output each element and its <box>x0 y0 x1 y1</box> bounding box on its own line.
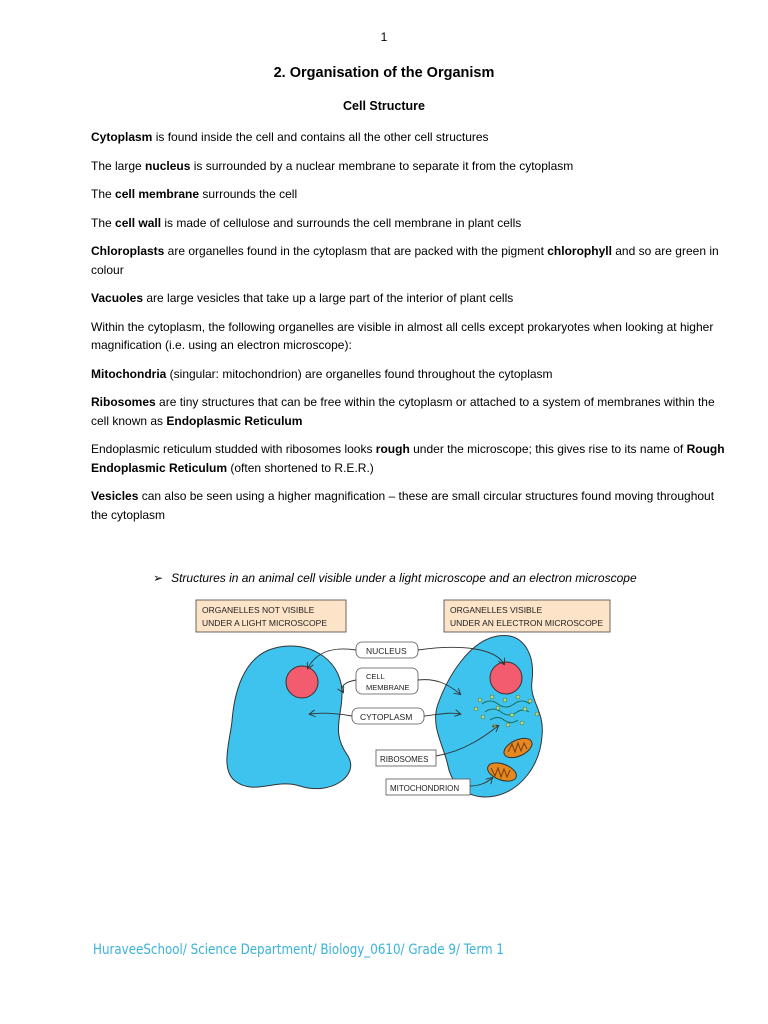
light-box-line2: UNDER A LIGHT MICROSCOPE <box>202 618 328 628</box>
text-run: can also be seen using a higher magnification – these are small circular structures found moving throughout the cytoplasm <box>91 489 715 522</box>
text-run: (singular: mitochondrion) are organelles found throughout the cytoplasm <box>166 366 553 381</box>
paragraph <box>91 487 731 524</box>
text-run: The <box>91 187 116 201</box>
light-box-line1: ORGANELLES NOT VISIBLE <box>202 605 315 615</box>
text-run: and so are green in colour <box>91 244 719 277</box>
text-run: are tiny structures that can be free within the cytoplasm or attached to a system of membranes within the cell known as <box>91 395 715 428</box>
right-nucleus <box>490 662 522 694</box>
arrow-bullet-icon: ➢ <box>153 571 164 585</box>
bold-term: nucleus <box>145 158 191 173</box>
bold-term: chlorophyll <box>547 244 612 258</box>
bold-term: Cytoplasm <box>91 130 153 144</box>
text-run: Within the cytoplasm, the following organelles are visible in almost all cells except prokaryotes when looking at higher magnification (i.e. using an electron microscope): <box>91 319 714 352</box>
text-run: is found inside the cell and contains all the other cell structures <box>152 130 489 144</box>
bold-term: rough <box>375 442 410 456</box>
text-run: are organelles found in the cytoplasm that are packed with the pigment <box>164 244 548 258</box>
paragraph <box>91 365 731 384</box>
text-run: are large vesicles that take up a large part of the interior of plant cells <box>143 291 514 305</box>
bold-term: cell membrane <box>115 187 200 201</box>
paragraph <box>91 440 731 477</box>
paragraph <box>91 185 731 204</box>
bold-term: cell wall <box>115 215 162 230</box>
paragraph <box>91 289 731 308</box>
text-run: The large <box>91 158 146 173</box>
paragraph <box>91 318 731 355</box>
text-run: is made of cellulose and surrounds the cell membrane in plant cells <box>161 215 522 230</box>
text-run: Endoplasmic reticulum studded with ribosomes looks <box>91 442 376 456</box>
bold-term: Vesicles <box>91 489 139 503</box>
electron-box-line1: ORGANELLES VISIBLE <box>450 605 543 615</box>
paragraph <box>91 128 731 147</box>
bold-term: Endoplasmic Reticulum <box>166 413 303 428</box>
bold-term: Chloroplasts <box>91 244 165 258</box>
paragraph <box>91 157 731 176</box>
left-nucleus <box>286 666 318 698</box>
mitochondrion-label: MITOCHONDRION <box>390 784 460 793</box>
section-subtitle: Cell Structure <box>343 99 425 113</box>
membrane-label: MEMBRANE <box>366 683 410 692</box>
page-title: 2. Organisation of the Organism <box>273 65 495 81</box>
figure-caption-text: Structures in an animal cell visible under a light microscope and an electron microscope <box>171 571 637 585</box>
electron-box-line2: UNDER AN ELECTRON MICROSCOPE <box>450 618 604 628</box>
text-run: under the microscope; this gives rise to its name of <box>409 442 687 456</box>
footer: HuraveeSchool/ Science Department/ Biology_0610/ Grade 9/ Term 1 <box>93 942 504 958</box>
cell-diagram <box>180 596 620 808</box>
cytoplasm-label: CYTOPLASM <box>360 712 413 722</box>
body-text <box>91 128 731 534</box>
cell-label: CELL <box>366 672 385 681</box>
paragraph <box>91 214 731 233</box>
bold-term: Vacuoles <box>91 291 144 305</box>
paragraph <box>91 242 731 279</box>
page-number: 1 <box>380 30 388 44</box>
bold-term: Mitochondria <box>91 366 167 381</box>
bold-term: Ribosomes <box>91 395 156 409</box>
ribosomes-label: RIBOSOMES <box>380 755 429 764</box>
bold-term: Rough Endoplasmic Reticulum <box>91 442 725 475</box>
text-run: is surrounded by a nuclear membrane to separate it from the cytoplasm <box>190 158 574 173</box>
text-run: (often shortened to R.E.R.) <box>227 460 374 475</box>
nucleus-label: NUCLEUS <box>366 646 407 656</box>
figure-caption <box>153 571 637 585</box>
text-run: surrounds the cell <box>199 187 298 201</box>
paragraph <box>91 393 731 430</box>
left-cell <box>227 646 351 789</box>
text-run: The <box>91 215 116 230</box>
